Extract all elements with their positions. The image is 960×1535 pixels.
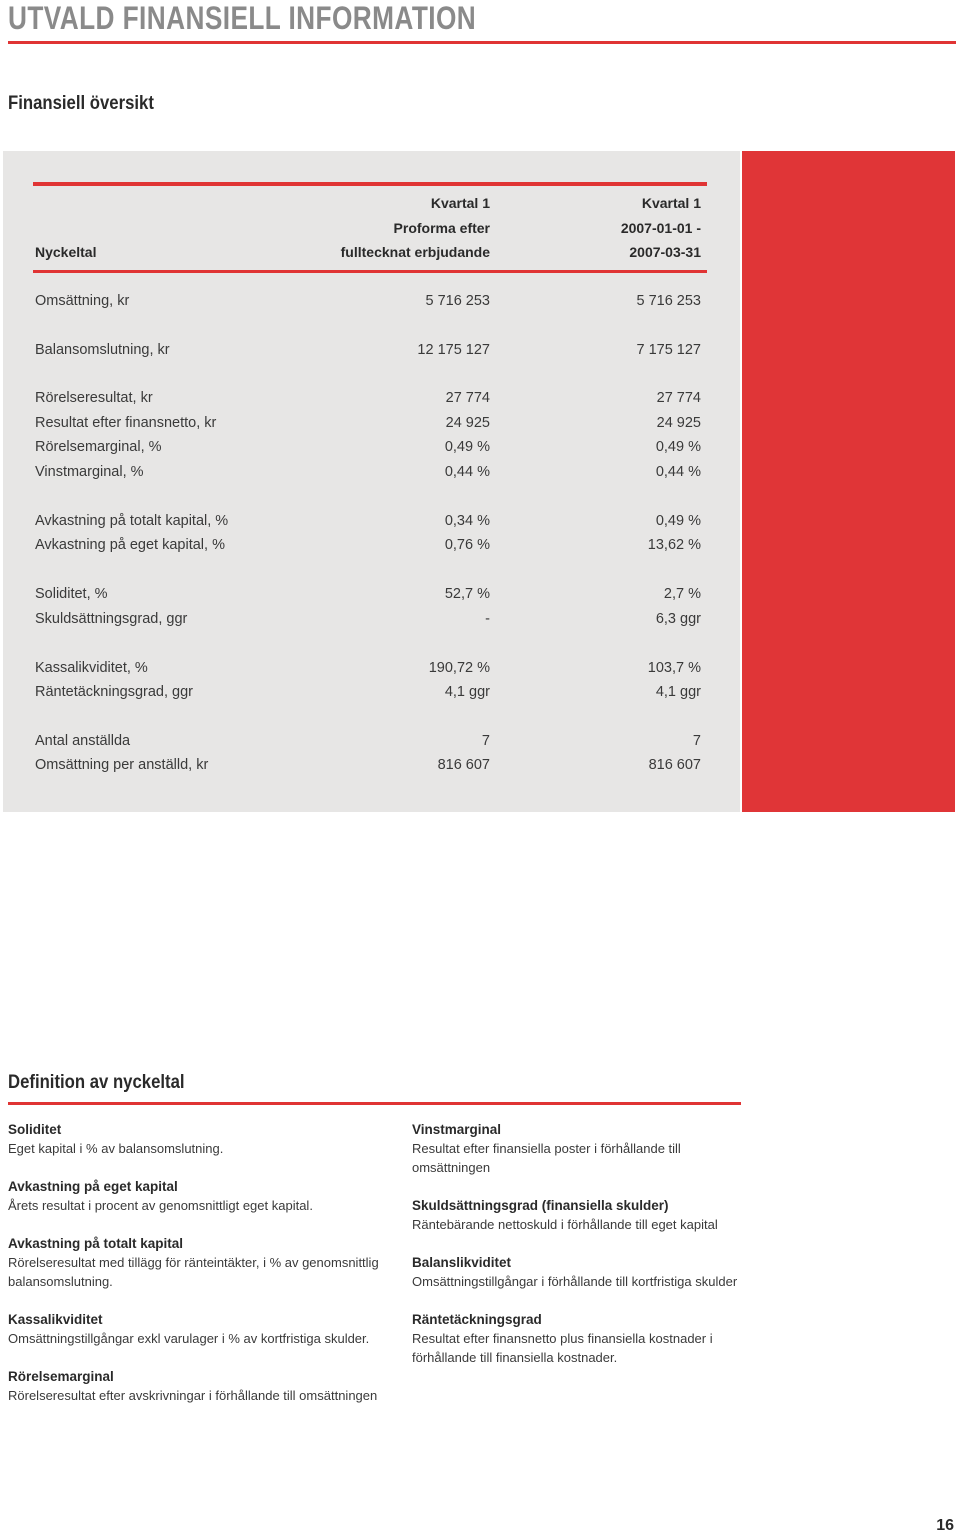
definitions-left-column (8, 1120, 403, 1424)
table-row (0, 537, 740, 559)
col1-header-line3: fulltecknat erbjudande (340, 244, 490, 260)
row-value-proforma: 190,72 % (428, 660, 490, 676)
row-value-quarter: 5 716 253 (636, 293, 701, 309)
row-label: Balansomslutning, kr (35, 342, 170, 358)
row-value-quarter: 103,7 % (647, 660, 701, 676)
table-row (0, 293, 740, 315)
definition-text: Resultat efter finansiella poster i förhållande till omsättningen (412, 1141, 681, 1175)
row-label: Resultat efter finansnetto, kr (35, 415, 217, 431)
row-label: Antal anställda (35, 733, 131, 749)
definition-term: Avkastning på totalt kapital (8, 1236, 184, 1251)
row-value-quarter: 0,49 % (655, 439, 701, 455)
overview-heading: Finansiell översikt (8, 93, 154, 114)
col2-header-line3: 2007-03-31 (629, 244, 701, 260)
definition-text: Omsättningstillgångar i förhållande till kortfristiga skulder (412, 1274, 738, 1289)
table-row (0, 586, 740, 608)
row-value-quarter: 0,44 % (655, 464, 701, 480)
row-label: Soliditet, % (35, 586, 108, 602)
row-label: Rörelsemarginal, % (35, 439, 162, 455)
row-value-proforma: 7 (481, 733, 490, 749)
definition-item (8, 1234, 403, 1291)
row-label: Rörelseresultat, kr (35, 390, 153, 406)
row-value-quarter: 27 774 (656, 390, 701, 406)
definition-term: Räntetäckningsgrad (412, 1312, 542, 1327)
row-value-proforma: 0,44 % (444, 464, 490, 480)
table-row (0, 390, 740, 412)
row-value-proforma: - (485, 611, 490, 627)
col2-header-line2: 2007-01-01 - (620, 220, 701, 236)
definition-text: Rörelseresultat efter avskrivningar i förhållande till omsättningen (8, 1388, 378, 1403)
table-row (0, 660, 740, 682)
row-value-proforma: 0,76 % (444, 537, 490, 553)
row-value-quarter: 0,49 % (655, 513, 701, 529)
definition-item (8, 1367, 403, 1405)
definition-term: Vinstmarginal (412, 1122, 502, 1137)
definition-term: Balanslikviditet (412, 1255, 512, 1270)
table-row (0, 342, 740, 364)
row-value-proforma: 27 774 (445, 390, 490, 406)
definition-item (412, 1120, 757, 1177)
page-title: UTVALD FINANSIELL INFORMATION (8, 0, 477, 36)
definition-term: Skuldsättningsgrad (finansiella skulder) (412, 1198, 669, 1213)
definition-text: Årets resultat i procent av genomsnittligt eget kapital. (8, 1198, 313, 1213)
row-value-proforma: 12 175 127 (417, 342, 490, 358)
title-divider (8, 41, 956, 44)
row-value-quarter: 2,7 % (663, 586, 701, 602)
col1-header-line2: Proforma efter (393, 220, 490, 236)
definition-text: Rörelseresultat med tillägg för ränteintäkter, i % av genomsnittlig balansomslutning. (8, 1255, 379, 1289)
definitions-heading: Definition av nyckeltal (8, 1072, 185, 1093)
row-label: Vinstmarginal, % (35, 464, 144, 480)
row-value-proforma: 52,7 % (444, 586, 490, 602)
definitions-right-column (412, 1120, 757, 1386)
definition-term: Kassalikviditet (8, 1312, 103, 1327)
row-value-quarter: 7 (692, 733, 701, 749)
definition-term: Soliditet (8, 1122, 62, 1137)
definition-text: Omsättningstillgångar exkl varulager i % av kortfristiga skulder. (8, 1331, 370, 1346)
row-label: Omsättning per anställd, kr (35, 757, 209, 773)
definition-text: Resultat efter finansnetto plus finansiella kostnader i förhållande till finansiella kostnader. (412, 1331, 713, 1365)
row-label: Avkastning på totalt kapital, % (35, 513, 229, 529)
row-label: Skuldsättningsgrad, ggr (35, 611, 188, 627)
row-value-proforma: 0,49 % (444, 439, 490, 455)
label-column-header: Nyckeltal (35, 244, 97, 260)
row-label: Omsättning, kr (35, 293, 130, 309)
table-row (0, 684, 740, 706)
table-row (0, 513, 740, 535)
table-header-divider (33, 270, 707, 273)
table-top-divider (33, 182, 707, 186)
table-row (0, 611, 740, 633)
col2-header-line1: Kvartal 1 (641, 195, 701, 211)
table-row (0, 733, 740, 755)
definition-term: Avkastning på eget kapital (8, 1179, 178, 1194)
row-value-quarter: 13,62 % (647, 537, 701, 553)
definition-item (412, 1196, 757, 1234)
definition-item (412, 1253, 757, 1291)
page-number: 16 (936, 1517, 954, 1534)
definition-text: Räntebärande nettoskuld i förhållande till eget kapital (412, 1217, 718, 1232)
table-row (0, 415, 740, 437)
row-value-proforma: 5 716 253 (425, 293, 490, 309)
row-value-proforma: 4,1 ggr (444, 684, 490, 700)
row-value-proforma: 0,34 % (444, 513, 490, 529)
definition-item (8, 1310, 403, 1348)
definition-item (412, 1310, 757, 1367)
definition-item (8, 1177, 403, 1215)
row-value-quarter: 4,1 ggr (655, 684, 701, 700)
row-label: Kassalikviditet, % (35, 660, 148, 676)
red-accent-panel (742, 151, 955, 812)
table-row (0, 439, 740, 461)
row-value-quarter: 6,3 ggr (655, 611, 701, 627)
row-value-quarter: 24 925 (656, 415, 701, 431)
row-value-quarter: 7 175 127 (636, 342, 701, 358)
row-value-proforma: 24 925 (445, 415, 490, 431)
table-row (0, 464, 740, 486)
definition-text: Eget kapital i % av balansomslutning. (8, 1141, 224, 1156)
definition-item (8, 1120, 403, 1158)
table-row (0, 757, 740, 779)
definitions-divider (8, 1102, 741, 1105)
col1-header-line1: Kvartal 1 (430, 195, 490, 211)
definition-term: Rörelsemarginal (8, 1369, 114, 1384)
row-label: Räntetäckningsgrad, ggr (35, 684, 193, 700)
row-label: Avkastning på eget kapital, % (35, 537, 225, 553)
row-value-quarter: 816 607 (648, 757, 701, 773)
row-value-proforma: 816 607 (437, 757, 490, 773)
